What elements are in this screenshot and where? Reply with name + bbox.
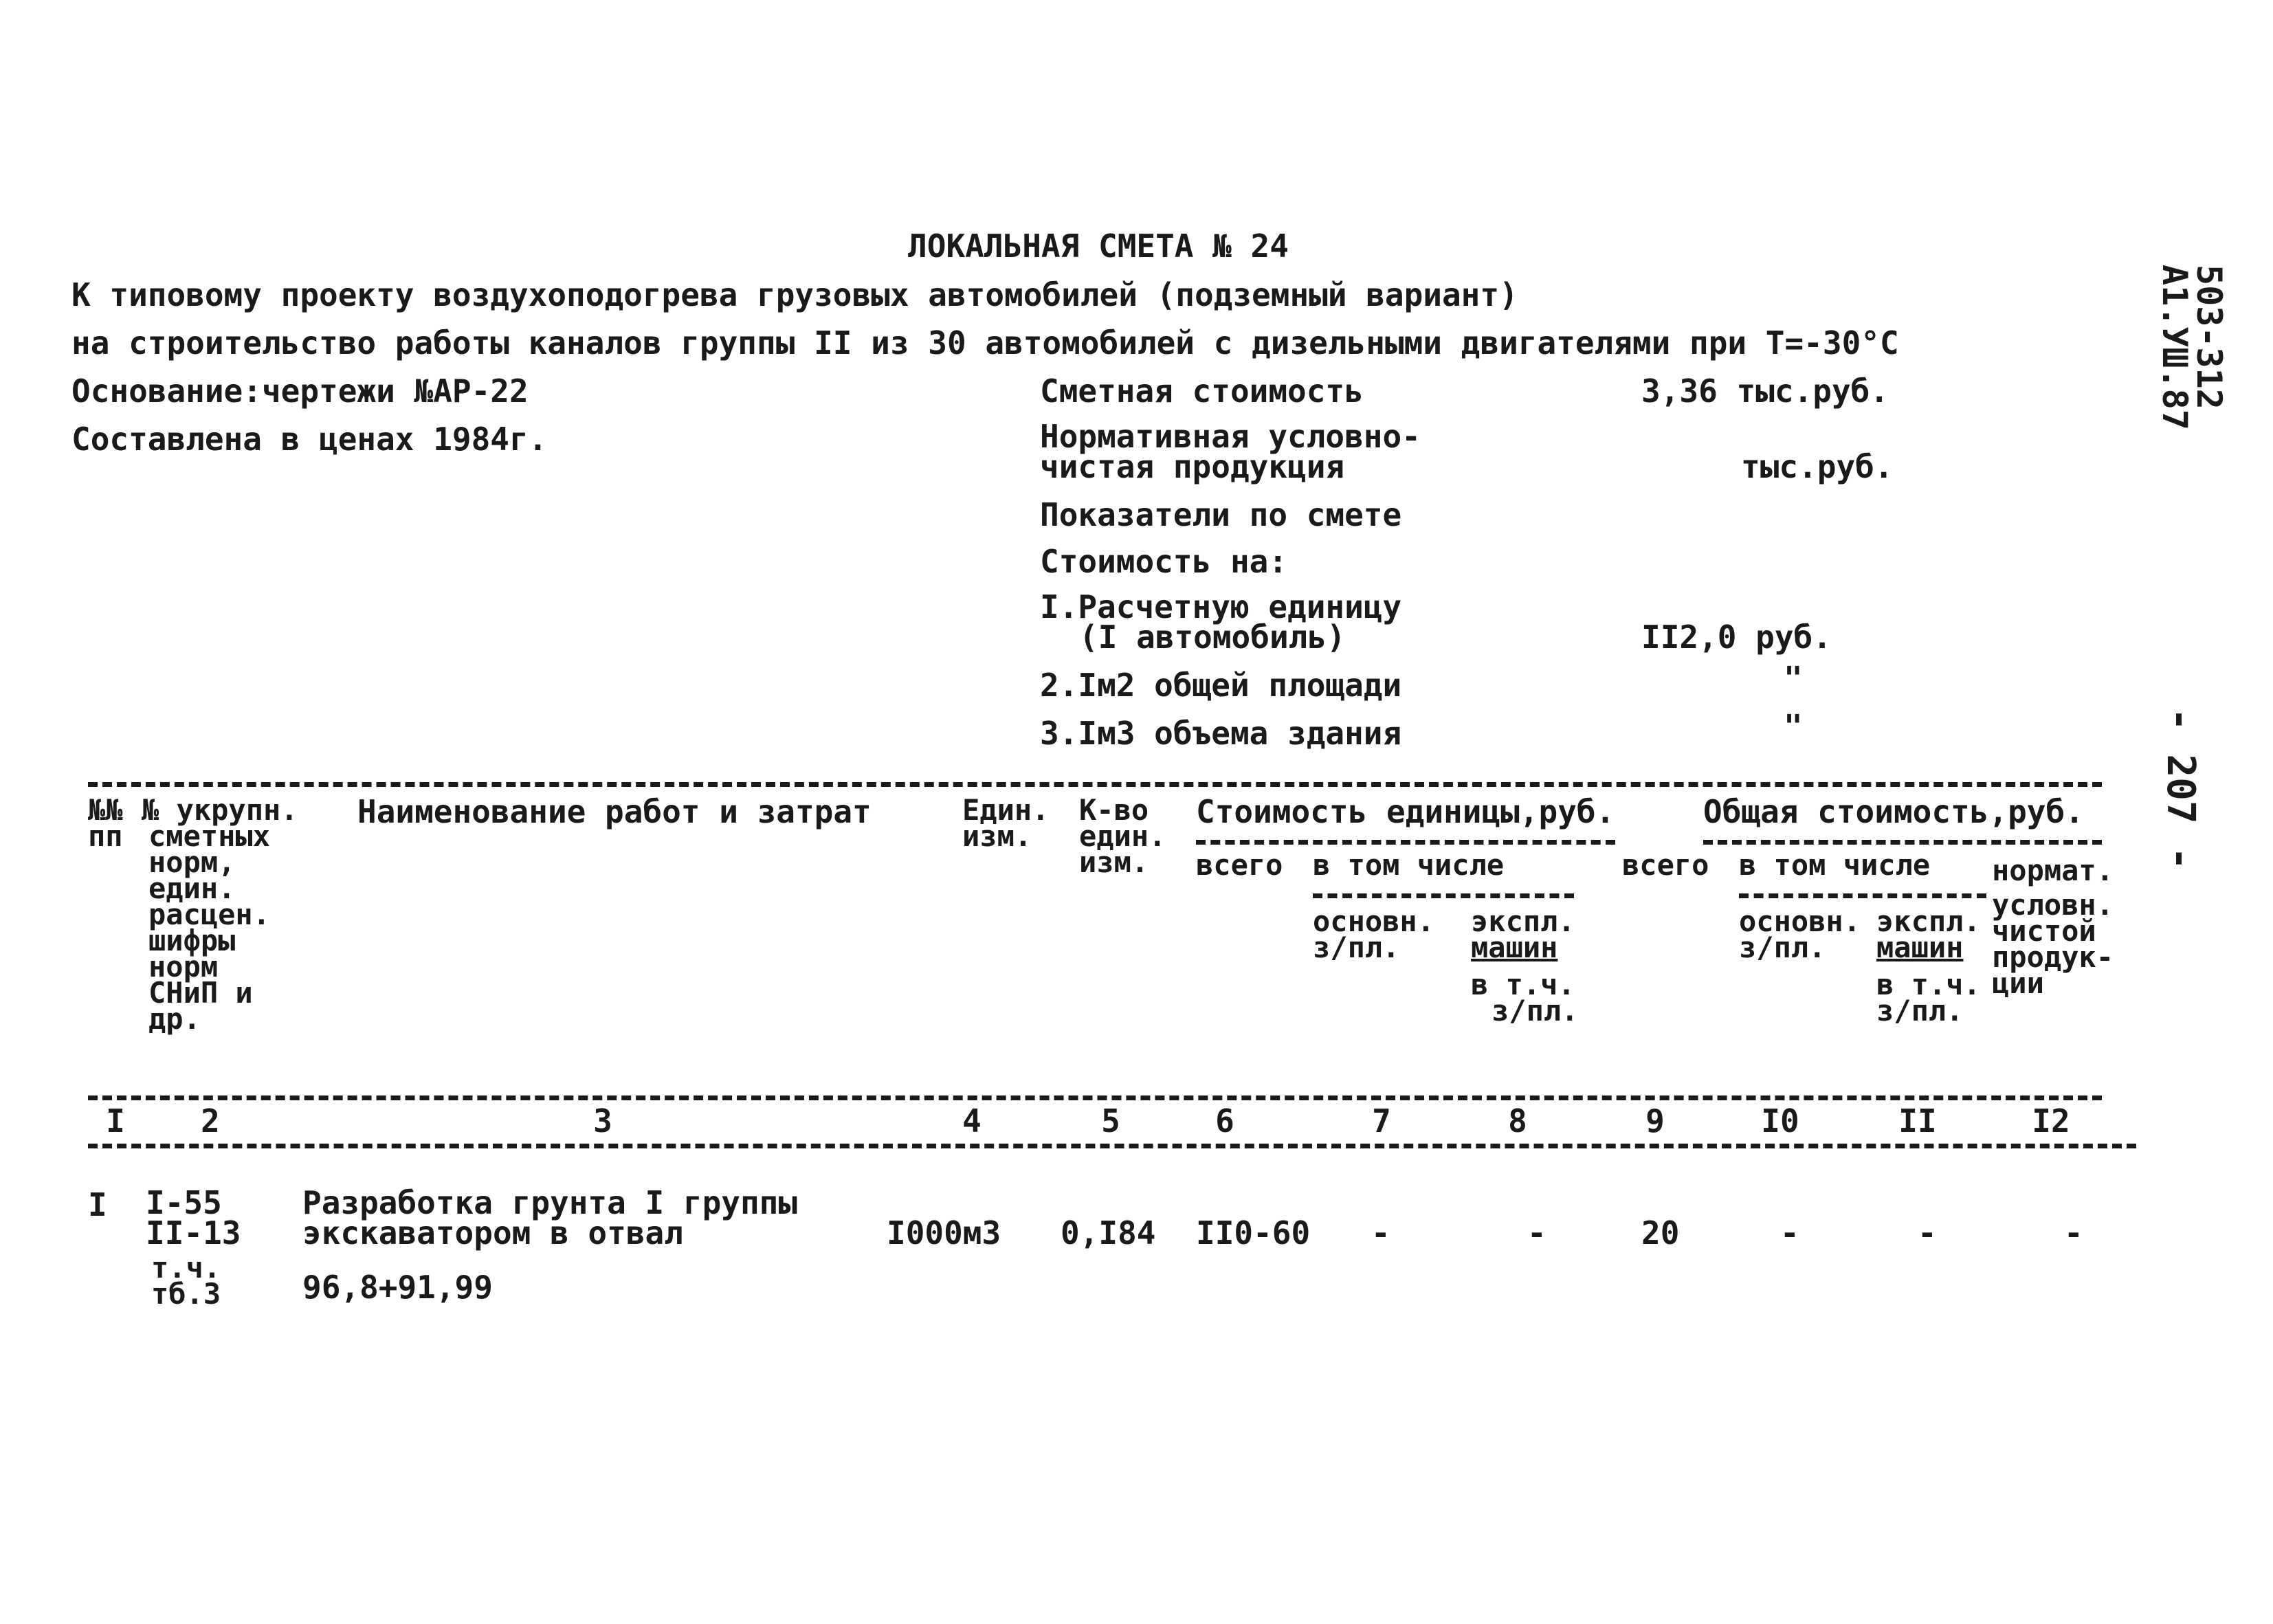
side-code-1: 503-312 <box>2189 265 2229 410</box>
unit-vtom-rule <box>1313 893 1574 898</box>
hdr-c5-line1: К-во <box>1079 793 1149 827</box>
hdr-total-cost: Общая стоимость,руб. <box>1703 793 2084 830</box>
hdr-c5-line2: един. <box>1079 819 1166 853</box>
doc-subtitle-1: К типовому проекту воздухоподогрева грузовых автомобилей (подземный вариант) <box>71 276 1518 313</box>
col-number-6: 6 <box>1215 1102 1234 1139</box>
summary-cost-on-label: Стоимость на: <box>1040 543 1288 580</box>
table-top-rule <box>88 782 2102 787</box>
hdr-total-ekspl-line3: в т.ч. <box>1876 968 1981 1001</box>
summary-item1-line2: (I автомобиль) <box>1079 619 1346 656</box>
hdr-total-ekspl-line2: машин <box>1876 931 1964 964</box>
row-1-total: 20 <box>1641 1214 1680 1252</box>
hdr-total-vsego: всего <box>1622 848 1709 882</box>
hdr-c2-line7: норм <box>148 950 219 983</box>
side-code-2: А1.УШ.87 <box>2155 265 2195 430</box>
hdr-c2-line3: норм, <box>148 845 236 879</box>
col-number-5: 5 <box>1101 1102 1120 1139</box>
hdr-total-ekspl-line1: экспл. <box>1876 904 1981 938</box>
hdr-unit-osn-line2: з/пл. <box>1313 931 1400 964</box>
summary-cost-label: Сметная стоимость <box>1040 372 1364 410</box>
summary-item1-line1: I.Расчетную единицу <box>1040 588 1402 625</box>
unit-cost-rule <box>1196 840 1615 845</box>
col-numbers-rule <box>88 1144 2136 1148</box>
header-bottom-rule <box>88 1095 2102 1100</box>
col-number-8: 8 <box>1508 1102 1527 1139</box>
doc-title: ЛОКАЛЬНАЯ СМЕТА № 24 <box>908 227 1289 265</box>
hdr-c2-line6: шифры <box>148 924 236 957</box>
col-number-3: 3 <box>593 1102 612 1139</box>
hdr-c1-line1: №№ <box>88 793 123 827</box>
hdr-unit-vsego: всего <box>1196 848 1283 882</box>
hdr-c4-line2: изм. <box>962 819 1032 853</box>
col-number-11: II <box>1898 1102 1937 1139</box>
summary-cost-value: 3,36 тыс.руб. <box>1641 372 1889 410</box>
hdr-c2-line8: СНиП и <box>148 976 253 1010</box>
hdr-unit-osn-line1: основн. <box>1313 904 1435 938</box>
col-number-10: I0 <box>1761 1102 1799 1139</box>
hdr-total-ekspl-line4: з/пл. <box>1876 994 1964 1027</box>
row-1-unit-total: II0-60 <box>1196 1214 1311 1252</box>
row-1-unit-ekspl: - <box>1527 1214 1546 1252</box>
row-1-code-1: I-55 <box>146 1184 222 1221</box>
hdr-unit-ekspl-line1: экспл. <box>1471 904 1575 938</box>
col-number-12: I2 <box>2032 1102 2070 1139</box>
row-1-name-1: Разработка грунта I группы <box>302 1184 798 1221</box>
hdr-unit-ekspl-line4: з/пл. <box>1492 994 1579 1027</box>
hdr-c2-line1: № укрупн. <box>142 793 298 827</box>
total-cost-rule <box>1703 840 2102 845</box>
hdr-c2-line4: един. <box>148 871 236 905</box>
hdr-c4-line1: Един. <box>962 793 1050 827</box>
summary-item1-value: II2,0 руб. <box>1641 619 1832 656</box>
col-number-9: 9 <box>1645 1102 1665 1139</box>
col-number-4: 4 <box>962 1102 982 1139</box>
hdr-norm-line2: условн. <box>1992 888 2114 922</box>
row-1-total-osn: - <box>1780 1214 1799 1252</box>
row-1-name-2: экскаватором в отвал <box>302 1214 683 1252</box>
doc-subtitle-2: на строительство работы каналов группы II из 30 автомобилей с дизельными двигателями при Т=-30°С <box>71 324 1899 361</box>
row-1-total-norm: - <box>2064 1214 2083 1252</box>
summary-indicators-label: Показатели по смете <box>1040 496 1402 533</box>
doc-prices: Составлена в ценах 1984г. <box>71 421 548 458</box>
col-number-7: 7 <box>1372 1102 1391 1139</box>
row-1-qty: 0,I84 <box>1061 1214 1156 1252</box>
row-1-note: 96,8+91,99 <box>302 1269 493 1306</box>
hdr-c1-line2: пп <box>88 819 123 853</box>
hdr-total-osn-line2: з/пл. <box>1739 931 1826 964</box>
row-1-code-2: II-13 <box>146 1214 241 1252</box>
hdr-c5-line3: изм. <box>1079 845 1149 879</box>
doc-basis: Основание:чертежи №АР-22 <box>71 372 529 410</box>
hdr-unit-ekspl-line2: машин <box>1471 931 1558 964</box>
hdr-unit-vtom: в том числе <box>1313 848 1505 882</box>
hdr-norm-line5: ции <box>1992 966 2044 1000</box>
col-number-2: 2 <box>201 1102 220 1139</box>
row-1-code-3: т.ч. <box>151 1251 221 1284</box>
summary-item3-value: " <box>1784 708 1803 745</box>
row-1-unit-osn: - <box>1371 1214 1390 1252</box>
summary-norm-label-2: чистая продукция <box>1040 448 1345 485</box>
summary-item2: 2.Iм2 общей площади <box>1040 667 1402 704</box>
row-1-code-4: тб.3 <box>151 1277 221 1311</box>
hdr-c2-line5: расцен. <box>148 898 271 931</box>
summary-item2-value: " <box>1784 660 1803 697</box>
hdr-c3: Наименование работ и затрат <box>357 793 872 830</box>
hdr-unit-cost: Стоимость единицы,руб. <box>1196 793 1615 830</box>
hdr-unit-ekspl-line3: в т.ч. <box>1471 968 1575 1001</box>
hdr-norm-line1: нормат. <box>1992 854 2114 887</box>
col-number-1: I <box>106 1102 125 1139</box>
hdr-c2-line2: сметных <box>148 819 271 853</box>
hdr-norm-line4: продук- <box>1992 940 2114 974</box>
hdr-total-vtom: в том числе <box>1739 848 1931 882</box>
hdr-total-osn-line1: основн. <box>1739 904 1861 938</box>
hdr-norm-line3: чистой <box>1992 914 2096 948</box>
hdr-c2-line9: др. <box>148 1002 201 1036</box>
summary-norm-label-1: Нормативная условно- <box>1040 418 1421 455</box>
total-vtom-rule <box>1739 893 1986 898</box>
summary-item3: 3.Iм3 объема здания <box>1040 715 1402 752</box>
row-1-unit: I000м3 <box>887 1214 1001 1252</box>
page-number: - 207 - <box>2158 708 2203 871</box>
row-1-total-ekspl: - <box>1918 1214 1937 1252</box>
row-1-number: I <box>88 1186 107 1223</box>
summary-norm-value: тыс.руб. <box>1741 448 1894 485</box>
